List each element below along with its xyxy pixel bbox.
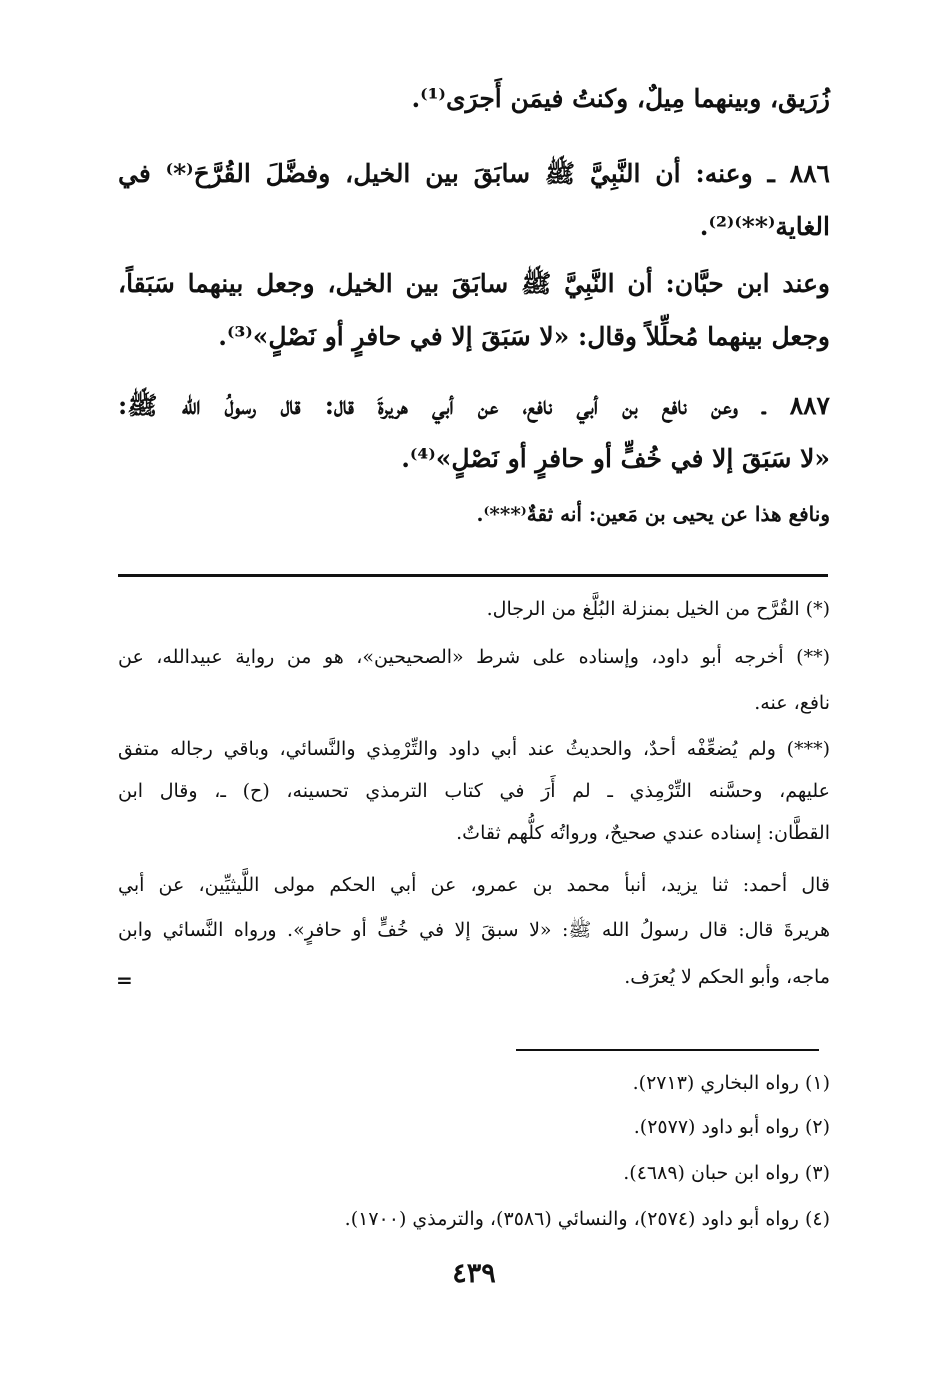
- note-line: قال أحمد: ثنا يزيد، أنبأ محمد بن عمرو، عن أبي الحكم مولى اللَّيثيِّين، عن أبي: [118, 874, 830, 896]
- note-line: عليهم، وحسَّنه التِّرْمِذي ـ لم أَرَ في كتاب الترمذي تحسينه، (ح) ـ، وقال ابن: [118, 780, 830, 802]
- main-text-line: ونافع هذا عن يحيى بن مَعين: أنه ثقةٌ⁽***⁾.: [476, 502, 830, 526]
- note-line: ماجه، وأبو الحكم لا يُعرَف.: [624, 966, 830, 988]
- main-text-line: وعند ابن حبَّان: أن النَّبِيَّ ﷺ سابَقَ بين الخيل، وجعل بينهما سَبَقاً،: [118, 269, 830, 298]
- main-text-line: الغاية⁽**⁾⁽²⁾.: [699, 212, 830, 241]
- note-line: هريرةَ قال: قال رسولُ الله ﷺ: «لا سبقَ إلا في خُفٍّ أو حافرٍ». ورواه النَّسائي وابن: [118, 919, 830, 941]
- hadith-887-line: ٨٨٧ ـ وعن نافع بن أبي نافع، عن أبي هريرةَ قال: قال رسولُ الله ﷺ:: [118, 391, 830, 420]
- footnote-line: (٣) رواه ابن حبان (٤٦٨٩).: [623, 1162, 830, 1184]
- notes-separator: [118, 574, 828, 577]
- note-line: (***) ولم يُضعِّفْه أحدٌ، والحديثُ عند أبي داود والتِّرْمِذي والنَّسائي، وباقي رجاله متفق: [118, 738, 830, 760]
- continuation-mark: =: [116, 968, 133, 992]
- note-line: القطَّان: إسناده عندي صحيحٌ، ورواتُه كلُّهم ثقاتٌ.: [456, 822, 830, 844]
- main-text-line: وجعل بينهما مُحلِّلاً وقال: «لا سَبَقَ إلا في حافرٍ أو نَصْلٍ»⁽³⁾.: [218, 322, 830, 351]
- footnotes-separator: [516, 1049, 819, 1051]
- main-text-line: زُرَيق، وبينهما مِيلٌ، وكنتُ فيمَن أَجرَى⁽¹⁾.: [411, 84, 830, 113]
- page-number: ٤٣٩: [452, 1258, 496, 1289]
- footnote-line: (٤) رواه أبو داود (٢٥٧٤)، والنسائي (٣٥٨٦)، والترمذي (١٧٠٠).: [344, 1208, 830, 1230]
- footnote-line: (١) رواه البخاري (٢٧١٣).: [632, 1072, 830, 1094]
- note-line: (**) أخرجه أبو داود، وإسناده على شرط «الصحيحين»، هو من رواية عبيدالله، عن: [118, 646, 830, 668]
- footnote-line: (٢) رواه أبو داود (٢٥٧٧).: [633, 1116, 830, 1138]
- note-line: نافع، عنه.: [754, 692, 830, 714]
- note-line: (*) القُرَّح من الخيل بمنزلة البُلَّغ من الرجال.: [486, 598, 830, 620]
- hadith-886-line: ٨٨٦ ـ وعنه: أن النَّبِيَّ ﷺ سابَقَ بين الخيل، وفضَّلَ القُرَّحَ⁽*⁾ في: [118, 159, 830, 188]
- main-text-line: «لا سَبَقَ إلا في خُفٍّ أو حافرٍ أو نَصْلٍ»⁽⁴⁾.: [401, 444, 830, 473]
